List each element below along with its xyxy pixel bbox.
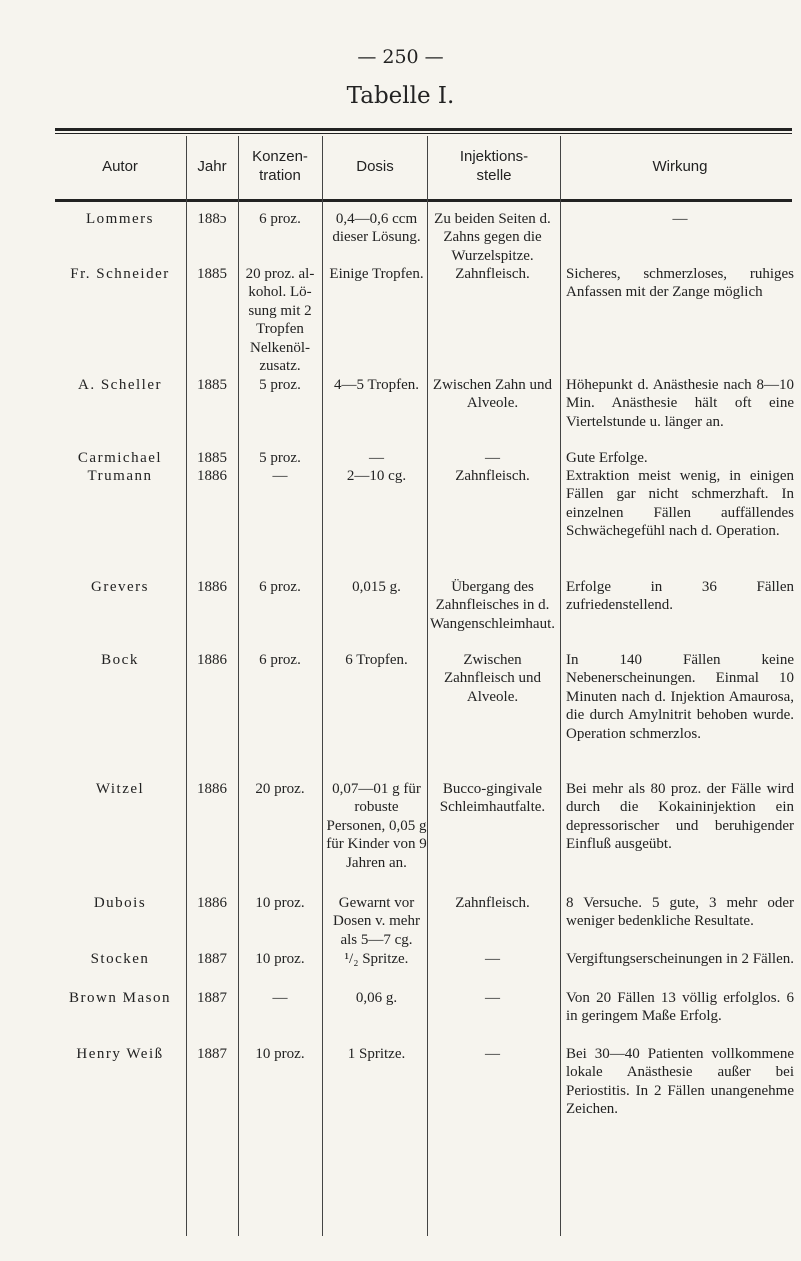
concentration-cell: 6 proz. bbox=[259, 652, 301, 668]
dose-cell: 4—5 Tropfen. bbox=[333, 377, 419, 393]
concentration-cell: 5 proz. bbox=[259, 450, 301, 466]
dose-cell: 1 Spritze. bbox=[347, 1046, 406, 1062]
effect-cell: Erfolge in 36 Fällen zufriedenstellend. bbox=[566, 579, 794, 614]
year-cell: 1887 bbox=[197, 1046, 227, 1062]
author-cell: A. Scheller bbox=[78, 377, 162, 393]
author-cell: Fr. Schneider bbox=[70, 266, 170, 282]
injection-site-cell: Zwischen Zahn und Alveole. bbox=[432, 377, 553, 412]
year-cell: 188ɔ bbox=[197, 211, 227, 227]
year-cell: 1886 bbox=[197, 781, 227, 797]
author-cell: Dubois bbox=[93, 895, 147, 911]
injection-site-cell: Zu beiden Seiten d. Zahns gegen die Wurzelspitze. bbox=[434, 211, 551, 264]
year-cell: 1887 bbox=[197, 990, 227, 1006]
effect-cell: Sicheres, schmerzloses, ruhiges Anfassen mit der Zange möglich bbox=[566, 266, 794, 301]
author-cell: Lommers bbox=[86, 211, 154, 227]
concentration-cell: 6 proz. bbox=[259, 211, 301, 227]
year-cell: 1886 bbox=[197, 468, 227, 484]
author-cell: Brown Mason bbox=[69, 990, 171, 1006]
injection-site-cell: — bbox=[485, 951, 500, 967]
dose-cell: 2—10 cg. bbox=[346, 468, 407, 484]
effect-cell: — bbox=[672, 211, 688, 227]
top-rule-thin bbox=[55, 133, 792, 134]
page-number: — 250 — bbox=[357, 46, 444, 68]
year-cell: 1886 bbox=[197, 579, 227, 595]
dose-cell: 0,07—01 g für robuste Personen, 0,05 g für Kinder von 9 Jahren an. bbox=[326, 781, 427, 871]
header-effect: Wirkung bbox=[652, 157, 708, 175]
concentration-cell: 20 proz. al-kohol. Lö-sung mit 2 Tropfen Nelkenöl-zusatz. bbox=[245, 266, 315, 375]
concentration-cell: 6 proz. bbox=[259, 579, 301, 595]
concentration-cell: 10 proz. bbox=[255, 1046, 305, 1062]
author-cell: Henry Weiß bbox=[76, 1046, 164, 1062]
table-title: Tabelle I. bbox=[346, 83, 455, 109]
author-cell: Stocken bbox=[90, 951, 150, 967]
year-cell: 1885 bbox=[197, 377, 227, 393]
header-year: Jahr bbox=[197, 157, 227, 175]
injection-site-cell: Zahnfleisch. bbox=[455, 266, 530, 282]
injection-site-cell: — bbox=[485, 990, 500, 1006]
year-cell: 1886 bbox=[197, 652, 227, 668]
dose-cell: 0,4—0,6 ccm dieser Lösung. bbox=[332, 211, 421, 246]
author-cell: Carmichael bbox=[77, 450, 163, 466]
injection-site-cell: Zahnfleisch. bbox=[455, 895, 530, 911]
effect-cell: Gute Erfolge. bbox=[566, 450, 648, 466]
header-rule bbox=[55, 199, 792, 202]
header-concentration: Konzen- tration bbox=[252, 148, 308, 184]
injection-site-cell: — bbox=[485, 450, 500, 466]
year-cell: 1885 bbox=[197, 450, 227, 466]
dose-cell: ¹/₂ Spritze. bbox=[344, 951, 409, 967]
effect-cell: 8 Versuche. 5 gute, 3 mehr oder weniger bedenkliche Resultate. bbox=[566, 895, 794, 930]
dose-cell: Einige Tropfen. bbox=[329, 266, 424, 282]
injection-site-cell: — bbox=[485, 1046, 500, 1062]
year-cell: 1887 bbox=[197, 951, 227, 967]
year-cell: 1885 bbox=[197, 266, 227, 282]
injection-site-cell: Zahnfleisch. bbox=[455, 468, 530, 484]
dose-cell: 0,06 g. bbox=[355, 990, 398, 1006]
column-divider bbox=[560, 136, 561, 1236]
dose-cell: 6 Tropfen. bbox=[345, 652, 408, 668]
column-divider bbox=[186, 136, 187, 1236]
concentration-cell: — bbox=[272, 468, 288, 484]
concentration-cell: — bbox=[272, 990, 288, 1006]
author-cell: Trumann bbox=[87, 468, 153, 484]
concentration-cell: 10 proz. bbox=[255, 951, 305, 967]
effect-cell: Extraktion meist wenig, in einigen Fällen gar nicht schmerzhaft. In einzelnen Fällen auffällendes Schwächegefühl nach d. Operation. bbox=[566, 468, 794, 540]
dose-cell: 0,015 g. bbox=[352, 579, 401, 595]
author-cell: Witzel bbox=[95, 781, 145, 797]
effect-cell: In 140 Fällen keine Nebenerscheinungen. Einmal 10 Minuten nach d. Injektion Amaurosa, die durch Amylnitrit behoben wurde. Operation schmerzlos. bbox=[566, 652, 794, 742]
effect-cell: Von 20 Fällen 13 völlig erfolglos. 6 in geringem Maße Erfolg. bbox=[566, 990, 794, 1025]
injection-site-cell: Bucco-gingivale Schleimhautfalte. bbox=[439, 781, 546, 816]
column-divider bbox=[322, 136, 323, 1236]
dose-cell: — bbox=[369, 450, 384, 466]
author-cell: Grevers bbox=[91, 579, 149, 595]
dose-cell: Gewarnt vor Dosen v. mehr als 5—7 cg. bbox=[333, 895, 420, 948]
author-cell: Bock bbox=[101, 652, 139, 668]
effect-cell: Bei mehr als 80 proz. der Fälle wird durch die Kokaininjektion ein depressorischer und beruhigender Einfluß ausgeübt. bbox=[566, 781, 794, 853]
concentration-cell: 5 proz. bbox=[259, 377, 301, 393]
effect-cell: Bei 30—40 Patienten vollkommene lokale Anästhesie außer bei Periostitis. In 2 Fällen unangenehme Zeichen. bbox=[566, 1046, 794, 1118]
injection-site-cell: Übergang des Zahnfleisches in d. Wangenschleimhaut. bbox=[429, 579, 555, 632]
effect-cell: Vergiftungserscheinungen in 2 Fällen. bbox=[566, 951, 795, 967]
injection-site-cell: Zwischen Zahnfleisch und Alveole. bbox=[443, 652, 542, 705]
effect-cell: Höhepunkt d. Anästhesie nach 8—10 Min. Anästhesie hält oft eine Viertelstunde u. länger an. bbox=[566, 377, 794, 430]
year-cell: 1886 bbox=[197, 895, 227, 911]
header-dose: Dosis bbox=[356, 157, 394, 175]
column-divider bbox=[238, 136, 239, 1236]
concentration-cell: 20 proz. bbox=[255, 781, 305, 797]
header-injection-site: Injektions- stelle bbox=[459, 148, 529, 184]
top-rule bbox=[55, 128, 792, 131]
header-author: Autor bbox=[102, 157, 138, 175]
concentration-cell: 10 proz. bbox=[255, 895, 305, 911]
